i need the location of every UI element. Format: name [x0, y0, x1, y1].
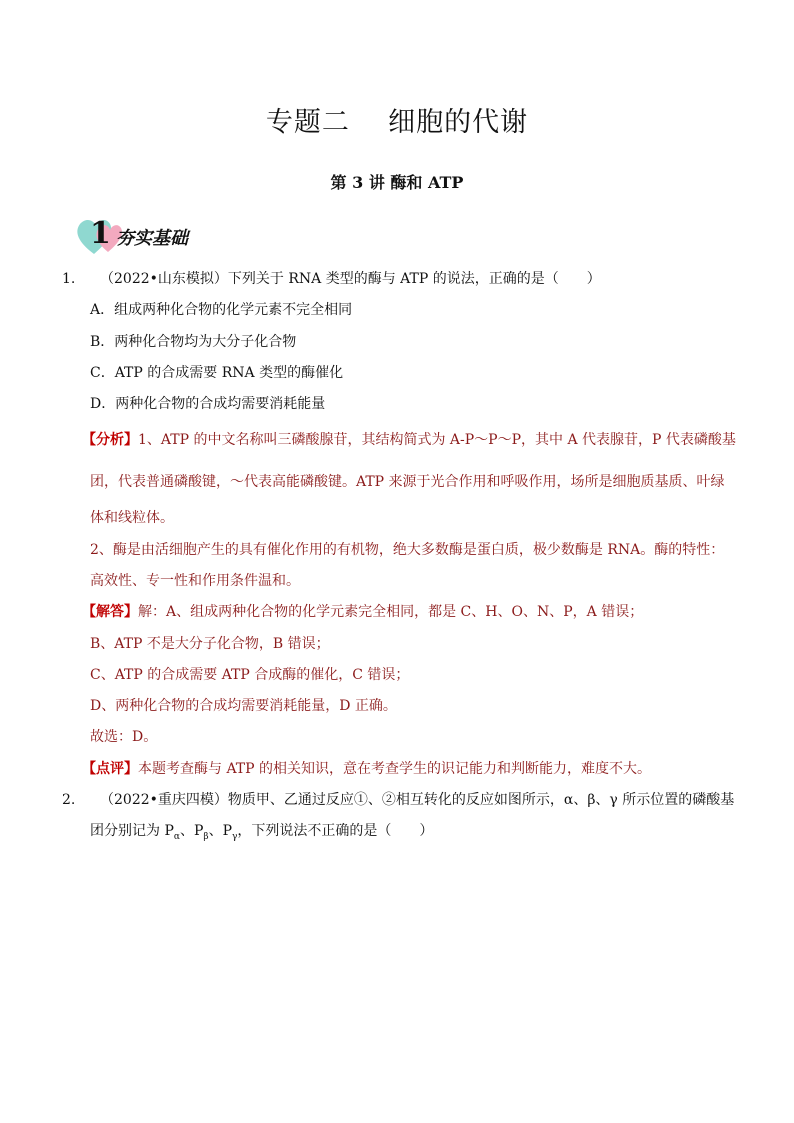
q1-choice: 故选：D。 — [90, 729, 158, 745]
q1-number: 1. — [62, 271, 76, 287]
q1-answer-line-1: 【解答】解：A、组成两种化合物的化学元素完全相同，都是 C、H、O、N、P，A 错误； — [82, 604, 644, 620]
comment-tag: 【点评】 — [82, 761, 138, 777]
q1-option-b: B．两种化合物均为大分子化合物 — [90, 334, 297, 350]
lecture-subtitle: 第 3 讲 酶和 ATP — [330, 173, 464, 192]
q2-stem-line-1: （2022•重庆四模）物质甲、乙通过反应①、②相互转化的反应如图所示，α、β、γ 所示位置的磷酸基 — [100, 792, 735, 808]
q1-answer-line-4: D、两种化合物的合成均需要消耗能量，D 正确。 — [90, 698, 397, 714]
q1-option-a: A．组成两种化合物的化学元素不完全相同 — [90, 302, 353, 318]
q1-answer-line-2: B、ATP 不是大分子化合物，B 错误； — [90, 636, 330, 652]
q2-number: 2. — [62, 792, 76, 808]
q1-analysis-line-4: 2、酶是由活细胞产生的具有催化作用的有机物，绝大多数酶是蛋白质，极少数酶是 RNA。酶的特性： — [90, 542, 725, 558]
section-header — [74, 214, 234, 260]
q1-analysis-line-5: 高效性、专一性和作用条件温和。 — [90, 573, 300, 589]
q2-stem-line-2: 团分别记为 $P_\alpha$、$P_\beta$、$P_\gamma$，下列说法不正确的是（ ） — [90, 823, 434, 842]
page-title: 专题二 细胞的代谢 — [265, 107, 529, 138]
q1-option-d: D．两种化合物的合成均需要消耗能量 — [90, 396, 326, 412]
q1-answer-line-3: C、ATP 的合成需要 ATP 合成酶的催化，C 错误； — [90, 667, 410, 683]
q1-analysis-line-1: 【分析】1、ATP 的中文名称叫三磷酸腺苷，其结构简式为 A-P～P～P，其中 A 代表腺苷，P 代表磷酸基 — [82, 432, 736, 448]
q1-comment: 【点评】本题考查酶与 ATP 的相关知识，意在考查学生的识记能力和判断能力，难度不大。 — [82, 761, 652, 777]
q1-analysis-line-3: 体和线粒体。 — [90, 510, 174, 526]
analysis-tag: 【分析】 — [82, 432, 138, 448]
q1-stem: （2022•山东模拟）下列关于 RNA 类型的酶与 ATP 的说法，正确的是（ ） — [100, 271, 601, 287]
q1-analysis-line-2: 团，代表普通磷酸键，～代表高能磷酸键。ATP 来源于光合作用和呼吸作用，场所是细胞质基质、叶绿 — [90, 474, 725, 490]
answer-tag: 【解答】 — [82, 604, 138, 620]
section-label: 夯实基础 — [116, 228, 188, 249]
q1-option-c: C．ATP 的合成需要 RNA 类型的酶催化 — [90, 365, 344, 381]
section-number: 1 — [90, 216, 111, 251]
